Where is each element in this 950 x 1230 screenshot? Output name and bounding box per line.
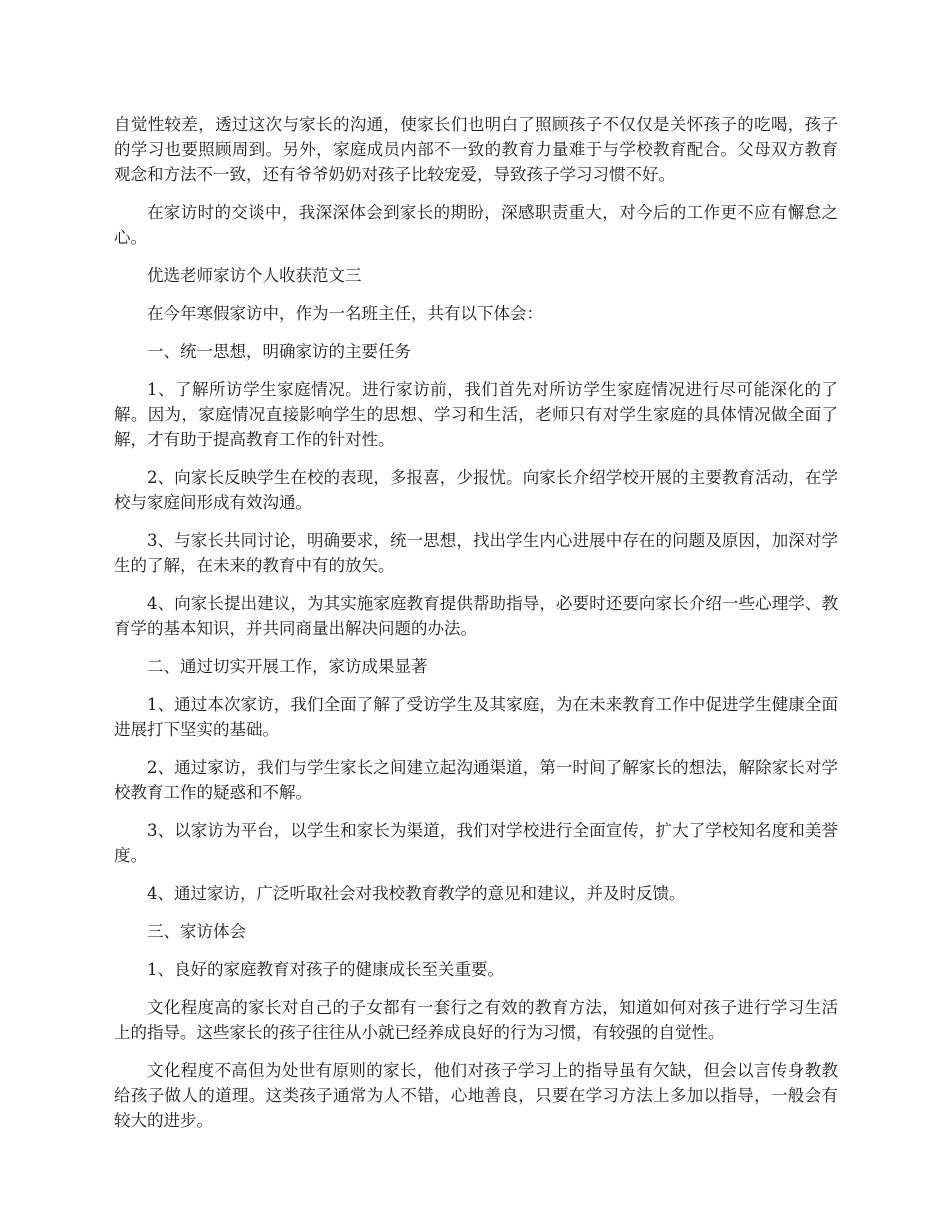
section-title: 优选老师家访个人收获范文三 bbox=[147, 266, 362, 285]
list-item: 3、以家访为平台，以学生和家长为渠道，我们对学校进行全面宣传，扩大了学校知名度和美誉度。 bbox=[114, 821, 838, 865]
list-item: 4、通过家访，广泛听取社会对我校教育教学的意见和建议，并及时反馈。 bbox=[147, 884, 686, 903]
paragraph: 在今年寒假家访中，作为一名班主任，共有以下体会： bbox=[147, 304, 543, 323]
list-item: 2、通过家访，我们与学生家长之间建立起沟通渠道，第一时间了解家长的想法，解除家长对学校教育工作的疑惑和不解。 bbox=[114, 758, 838, 802]
section-heading: 二、通过切实开展工作，家访成果显著 bbox=[147, 657, 428, 676]
document-body bbox=[114, 112, 838, 1146]
paragraph: 自觉性较差，透过这次与家长的沟通，使家长们也明白了照顾孩子不仅仅是关怀孩子的吃喝，孩子的学习也要照顾周到。另外，家庭成员内部不一致的教育力量难于与学校教育配合。父母双方教育观念和方法不一致，还有爷爷奶奶对孩子比较宠爱，导致孩子学习习惯不好。 bbox=[114, 115, 838, 184]
list-item: 1、了解所访学生家庭情况。进行家访前，我们首先对所访学生家庭情况进行尽可能深化的了解。因为，家庭情况直接影响学生的思想、学习和生活，老师只有对学生家庭的具体情况做全面了解，才有助于提高教育工作的针对性。 bbox=[114, 380, 838, 449]
section-heading: 一、统一思想，明确家访的主要任务 bbox=[147, 342, 411, 361]
list-item: 1、良好的家庭教育对孩子的健康成长至关重要。 bbox=[147, 960, 504, 979]
list-item: 3、与家长共同讨论，明确要求，统一思想，找出学生内心进展中存在的问题及原因，加深对学生的了解，在未来的教育中有的放矢。 bbox=[114, 531, 838, 575]
section-heading: 三、家访体会 bbox=[147, 922, 246, 941]
list-item: 2、向家长反映学生在校的表现，多报喜，少报忧。向家长介绍学校开展的主要教育活动，在学校与家庭间形成有效沟通。 bbox=[114, 468, 838, 512]
paragraph: 文化程度不高但为处世有原则的家长，他们对孩子学习上的指导虽有欠缺，但会以言传身教教给孩子做人的道理。这类孩子通常为人不错，心地善良，只要在学习方法上多加以指导，一般会有较大的进步。 bbox=[114, 1061, 838, 1130]
paragraph: 文化程度高的家长对自己的子女都有一套行之有效的教育方法，知道如何对孩子进行学习生活上的指导。这些家长的孩子往往从小就已经养成良好的行为习惯，有较强的自觉性。 bbox=[114, 998, 838, 1042]
paragraph: 在家访时的交谈中，我深深体会到家长的期盼，深感职责重大，对今后的工作更不应有懈怠之心。 bbox=[114, 203, 838, 247]
list-item: 4、向家长提出建议，为其实施家庭教育提供帮助指导，必要时还要向家长介绍一些心理学、教育学的基本知识，并共同商量出解决问题的办法。 bbox=[114, 594, 838, 638]
list-item: 1、通过本次家访，我们全面了解了受访学生及其家庭，为在未来教育工作中促进学生健康全面进展打下坚实的基础。 bbox=[114, 695, 838, 739]
